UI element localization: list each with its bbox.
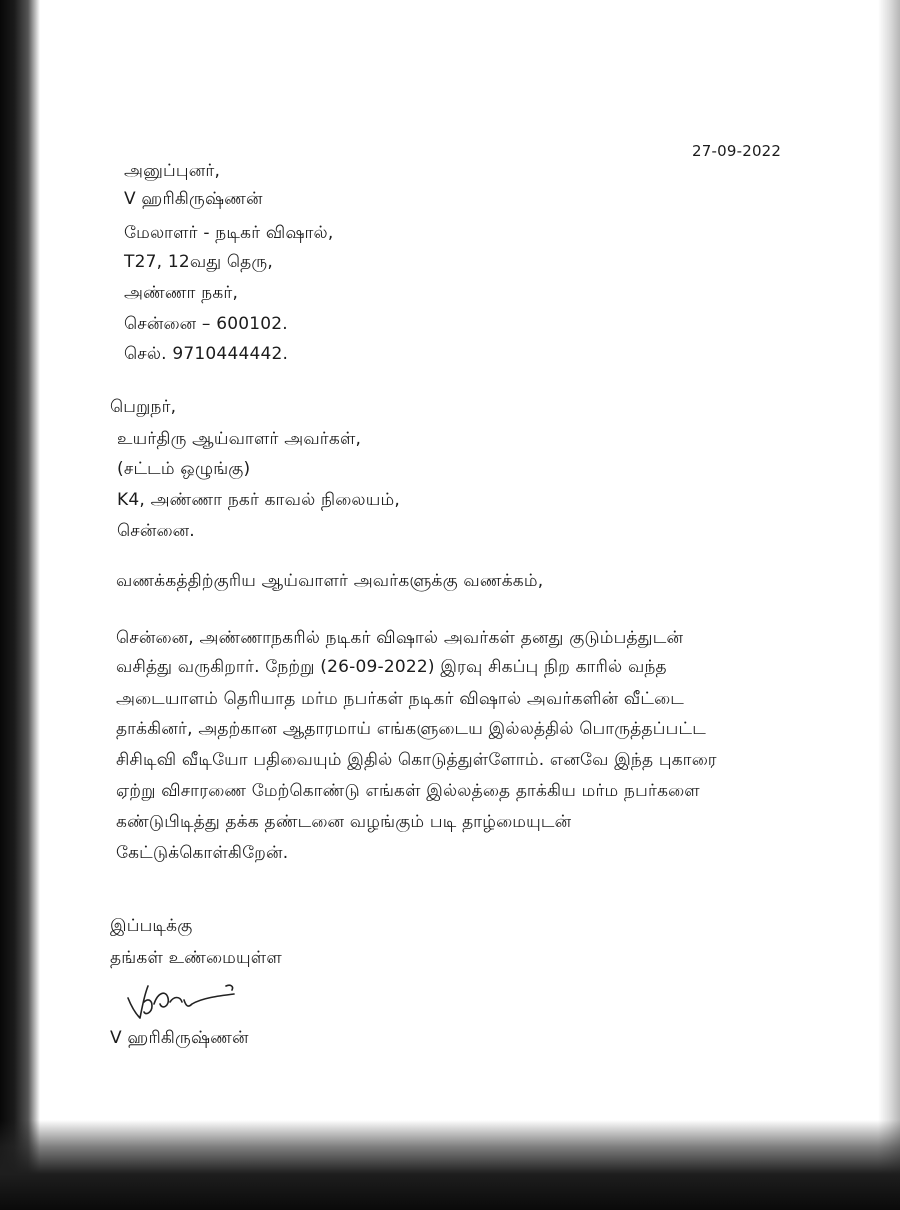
- body-line: தாக்கினர், அதற்கான ஆதாரமாய் எங்களுடைய இல்லத்தில் பொருத்தப்பட்ட: [116, 719, 706, 739]
- body-line: வசித்து வருகிறார். நேற்று (26-09-2022) இரவு சிகப்பு நிற காரில் வந்த: [116, 657, 667, 677]
- body-line: அடையாளம் தெரியாத மர்ம நபர்கள் நடிகர் விஷால் அவர்களின் வீட்டை: [116, 689, 684, 709]
- salutation: வணக்கத்திற்குரிய ஆய்வாளர் அவர்களுக்கு வணக்கம்,: [116, 571, 544, 591]
- body-line: கேட்டுக்கொள்கிறேன்.: [116, 843, 289, 863]
- sender-area: அண்ணா நகர்,: [124, 283, 239, 303]
- closing-line-1: இப்படிக்கு: [110, 916, 193, 936]
- scan-shadow-right: [878, 0, 900, 1210]
- recipient-city: சென்னை.: [117, 521, 195, 541]
- recipient-station: K4, அண்ணா நகர் காவல் நிலையம்,: [117, 490, 400, 510]
- signature-name: V ஹரிகிருஷ்ணன்: [110, 1028, 249, 1048]
- recipient-heading: பெறுநர்,: [110, 397, 177, 417]
- sender-phone: செல். 9710444442.: [124, 344, 289, 364]
- body-line: கண்டுபிடித்து தக்க தண்டனை வழங்கும் படி தாழ்மையுடன்: [116, 812, 572, 832]
- signature-mark: [122, 978, 252, 1026]
- scan-shadow-left: [0, 0, 40, 1210]
- recipient-dept: (சட்டம் ஒழுங்கு): [117, 459, 251, 479]
- sender-name: V ஹரிகிருஷ்ணன்: [124, 189, 263, 209]
- sender-city: சென்னை – 600102.: [124, 314, 288, 334]
- sender-street: T27, 12வது தெரு,: [124, 252, 273, 272]
- recipient-title: உயர்திரு ஆய்வாளர் அவர்கள்,: [117, 429, 362, 449]
- body-line: ஏற்று விசாரணை மேற்கொண்டு எங்கள் இல்லத்தை தாக்கிய மர்ம நபர்களை: [116, 781, 700, 801]
- closing-line-2: தங்கள் உண்மையுள்ள: [110, 948, 282, 968]
- letter-date: 27-09-2022: [692, 142, 782, 160]
- sender-heading: அனுப்புனர்,: [124, 161, 221, 181]
- sender-role: மேலாளர் - நடிகர் விஷால்,: [124, 223, 334, 243]
- body-line: சென்னை, அண்ணாநகரில் நடிகர் விஷால் அவர்கள் தனது குடும்பத்துடன்: [116, 628, 684, 648]
- scan-shadow-bottom: [0, 1120, 900, 1210]
- body-line: சிசிடிவி வீடியோ பதிவையும் இதில் கொடுத்துள்ளோம். எனவே இந்த புகாரை: [116, 750, 717, 770]
